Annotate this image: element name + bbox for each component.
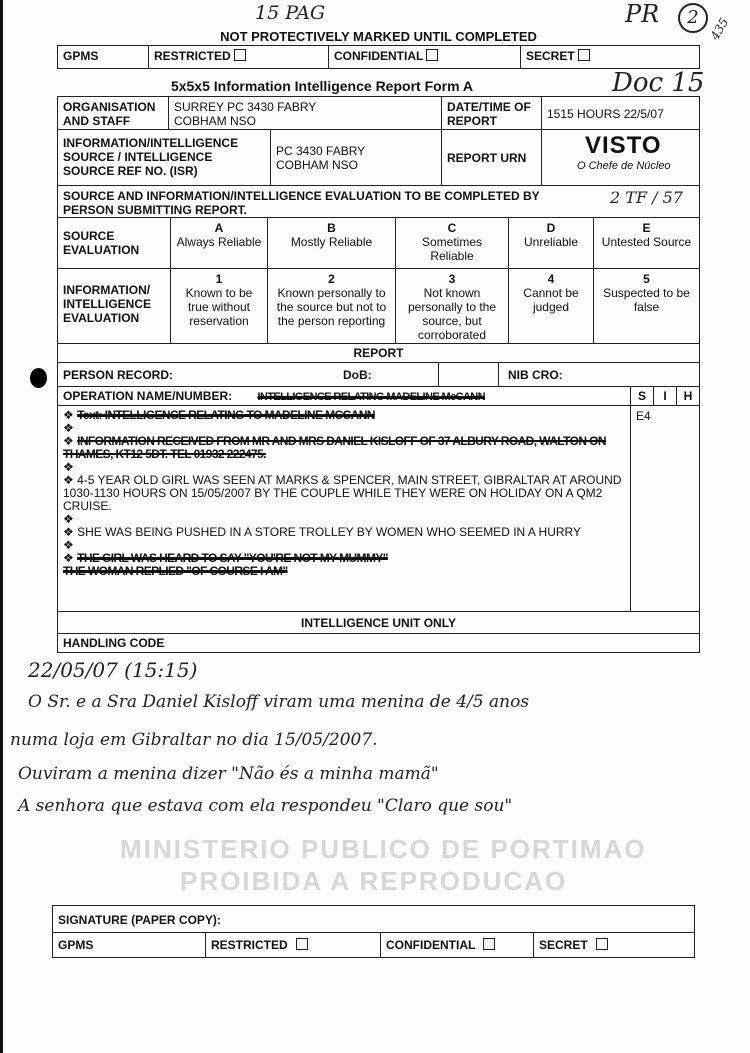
checkbox[interactable] [596,938,608,950]
report-line: ❖ [63,538,74,552]
handling-code-row [57,633,700,653]
nib-cro-label: NIB CRO: [508,368,563,382]
info-option-2[interactable] [267,268,396,344]
text: Known personally to the source but not to the person reporting [276,286,387,328]
source-eval-label: SOURCE EVALUATION [57,217,171,269]
restricted-option[interactable] [148,45,329,69]
report-line: ❖ [63,512,74,526]
text: Untested Source [601,235,692,249]
footer-confidential-option[interactable] [380,932,534,958]
text: Mostly Reliable [290,235,373,249]
report-heading: REPORT [57,343,700,363]
report-line: ❖ SHE WAS BEING PUSHED IN A STORE TROLLEY BY WOMEN WHO SEEMED IN A HURRY [63,525,581,539]
person-record-row [57,362,700,387]
doc-mark: Doc 15 [612,68,705,98]
intelligence-unit-heading: INTELLIGENCE UNIT ONLY [57,611,700,634]
isr-value-line2: COBHAM NSO [276,158,359,172]
i-column: I [653,386,677,406]
code: A [214,221,224,235]
org-label: ORGANISATION AND STAFF [57,96,169,130]
stamp-cell [541,129,700,186]
signature-row[interactable]: SIGNATURE (PAPER COPY): [52,905,695,933]
info-option-5[interactable] [593,268,700,344]
text: Suspected to be false [603,286,690,314]
isr-value-line1: PC 3430 FABRY [276,144,366,158]
handwritten-line: numa loja em Gibraltar no dia 15/05/2007. [10,730,378,750]
text: Always Reliable [176,235,262,249]
page-mark: 15 PAG [255,2,326,24]
org-value [168,96,442,130]
stamp-handwriting: 2 TF / 57 [610,188,683,207]
handling-code-label: HANDLING CODE [63,636,165,650]
checkbox[interactable] [296,938,308,950]
grade-value: E4 [636,409,651,423]
footer-restricted-option[interactable] [205,932,381,958]
operation-label: OPERATION NAME/NUMBER: [63,389,233,403]
marking-heading: NOT PROTECTIVELY MARKED UNTIL COMPLETED [220,29,537,44]
text: Sometimes Reliable [421,235,483,263]
report-line: ❖ Text: INTELLIGENCE RELATING TO MADELINE MCCANN [63,408,375,422]
watermark-line1: MINISTERIO PUBLICO DE PORTIMAO [120,834,647,864]
watermark-line2: PROIBIDA A REPRODUCAO [180,866,568,896]
urn-label: REPORT URN [441,129,542,186]
org-value-line1: SURREY PC 3430 FABRY [174,100,317,114]
form-title: 5x5x5 Information Intelligence Report Form A [170,78,474,94]
org-value-line2: COBHAM NSO [174,114,257,128]
checkbox[interactable] [483,938,495,950]
source-option-d[interactable] [508,217,594,269]
confidential-label: CONFIDENTIAL [334,49,424,63]
report-line: THE WOMAN REPLIED "OF COURSE I AM" [63,564,288,578]
secret-label: SECRET [526,49,575,63]
handwritten-line: Ouviram a menina dizer "Não és a minha mamã" [18,764,439,784]
h-column: H [676,386,700,406]
s-column: S [630,386,654,406]
text: Not known personally to the source, but corroborated [407,286,497,342]
dob-label: DoB: [343,368,372,382]
info-option-3[interactable] [395,268,509,344]
secret-option[interactable] [520,45,700,69]
handwritten-line: A senhora que estava com ela respondeu "Claro que sou" [18,796,513,816]
confidential-checkbox[interactable] [426,49,438,61]
code: B [327,221,336,235]
date-label: DATE/TIME OF REPORT [441,96,542,130]
evaluation-note: SOURCE AND INFORMATION/INTELLIGENCE EVALUATION TO BE COMPLETED BY PERSON SUBMITTING REPORT. [57,185,700,218]
grade-cell [630,405,700,612]
label: RESTRICTED [211,938,288,952]
stamp-subtitle: O Chefe de Núcleo [577,160,671,172]
operation-value: INTELLIGENCE RELATING MADELINE McCANN [257,391,485,403]
code: C [447,221,457,235]
footer-secret-option[interactable] [533,932,695,958]
text: Known to be true without reservation [185,286,253,328]
code: 4 [547,272,555,286]
restricted-label: RESTRICTED [154,49,231,63]
footer-gpms-label: GPMS [52,932,206,958]
source-option-e[interactable] [593,217,700,269]
code: E [642,221,651,235]
ref-circle: 2 [678,3,708,33]
report-line: ❖ 4-5 YEAR OLD GIRL WAS SEEN AT MARKS & SPENCER, MAIN STREET, GIBRALTAR AT AROUND 1030-1130 HOURS ON 15/05/2007 BY THE COUPLE WHILE THEY WERE ON HOLIDAY ON A QM2 CRUISE. [63,473,622,513]
text: Cannot be judged [523,286,579,314]
handwritten-line: O Sr. e a Sra Daniel Kisloff viram uma menina de 4/5 anos [28,692,530,712]
info-option-1[interactable] [170,268,268,344]
code: 1 [215,272,223,286]
code: 5 [643,272,650,286]
operation-row [57,386,631,406]
secret-checkbox[interactable] [578,49,590,61]
handwritten-date: 22/05/07 (15:15) [28,658,198,682]
divider [498,362,499,387]
report-line: ❖ [63,460,74,474]
person-record-label: PERSON RECORD: [63,368,174,382]
confidential-option[interactable] [328,45,521,69]
report-line: ❖ THE GIRL WAS HEARD TO SAY "YOU'RE NOT MY MUMMY" [63,551,388,565]
gpms-label: GPMS [57,45,149,69]
source-option-a[interactable] [170,217,268,269]
report-text [57,405,631,612]
label: CONFIDENTIAL [386,938,476,952]
info-eval-label: INFORMATION/ INTELLIGENCE EVALUATION [57,268,171,344]
isr-label: INFORMATION/INTELLIGENCE SOURCE / INTELLIGENCE SOURCE REF NO. (ISR) [57,129,271,186]
text: Unreliable [523,235,579,249]
report-line: ❖ [63,421,74,435]
isr-value [270,129,442,186]
source-option-b[interactable] [267,217,396,269]
source-option-c[interactable] [395,217,509,269]
code: 3 [448,272,456,286]
scan-edge [0,0,3,1053]
code: D [546,221,556,235]
divider [438,362,439,387]
ref-number: 435 [707,15,732,43]
ref-mark: PR [625,0,660,28]
stamp-title: VISTO [585,132,662,159]
punch-hole [30,368,47,388]
date-value: 1515 HOURS 22/5/07 [541,96,700,130]
info-option-4[interactable] [508,268,594,344]
report-line: ❖ INFORMATION RECEIVED FROM MR AND MRS DANIEL KISLOFF OF 37 ALBURY ROAD, WALTON ON THAMES, KT12 5DT. TEL 01932 222475. [63,434,606,461]
label: SECRET [539,938,588,952]
code: 2 [328,272,335,286]
restricted-checkbox[interactable] [234,49,246,61]
